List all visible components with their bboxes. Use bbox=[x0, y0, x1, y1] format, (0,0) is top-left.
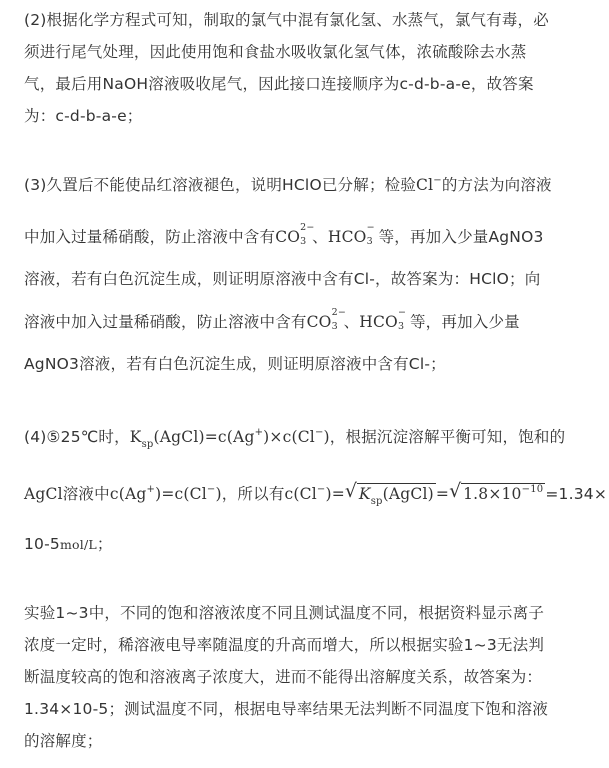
section2-line1: (2)根据化学方程式可知，制取的氯气中混有氯化氢、水蒸气，氯气有毒，必 bbox=[24, 11, 549, 29]
carbonate-ion-formula-2: CO 2− 3 bbox=[306, 306, 346, 332]
section5-line1: 实验1~3中，不同的饱和溶液浓度不同且测试温度不同，根据资料显示离子 bbox=[24, 604, 545, 622]
section2-line4: 为：c-d-b-a-e； bbox=[24, 107, 143, 125]
section3-line1-text-a: (3)久置后不能使品红溶液褪色，说明HClO已分解；检验 bbox=[24, 176, 417, 194]
section3-line3: 溶液，若有白色沉淀生成，则证明原溶液中含有Cl-，故答案为：HClO；向 bbox=[24, 270, 541, 288]
sqrt-ksp: √ $K_{sp}(AgCl)$ bbox=[344, 480, 434, 508]
section2-line3: 气，最后用NaOH溶液吸收尾气，因此接口连接顺序为c-d-b-a-e，故答案 bbox=[24, 75, 534, 93]
bicarbonate-ion-formula: HCO − 3 bbox=[327, 221, 375, 247]
section3-line1 bbox=[24, 173, 552, 195]
ksp-expression: $K_{sp}(AgCl)=c(Ag^+)\times c(Cl^-)$ bbox=[129, 426, 330, 451]
equal-concentration-formula: c(Ag+)=c(Cl−) bbox=[109, 483, 222, 503]
carbonate-ion-formula: CO 2− 3 bbox=[275, 221, 315, 247]
chloride-concentration-formula: c(Cl−)= √ $K_{sp}(AgCl)$ = √ $1.8\times 10^{-10}$ bbox=[284, 480, 544, 508]
section3-line2: 中加入过量稀硝酸，防止溶液中含有CO 2− 3 、HCO − 3 等，再加入少量AgNO3 bbox=[24, 221, 544, 247]
unit-label: mol/L bbox=[59, 537, 97, 552]
section5-line3: 断温度较高的饱和溶液离子浓度大，进而不能得出溶解度关系，故答案为： bbox=[24, 668, 543, 686]
section5-line2: 浓度一定时，稀溶液电导率随温度的升高而增大，所以根据实验1~3无法判 bbox=[24, 636, 545, 654]
section4-line1: (4)⑤25℃时，$K_{sp}(AgCl)=c(Ag^+)\times c(Cl^-)$，根据沉淀溶解平衡可知，饱和的 bbox=[24, 426, 566, 451]
section2-line2: 须进行尾气处理，因此使用饱和食盐水吸收氯化氢气体，浓硫酸除去水蒸 bbox=[24, 43, 527, 61]
section4-line3: 10-5mol/L； bbox=[24, 535, 113, 553]
section4-line2: AgCl溶液中c(Ag+)=c(Cl−)，所以有c(Cl−)= √ $K_{sp}(AgCl)$ = √ $1.8\times 10^{-10} =1.34\times$ bbox=[24, 480, 608, 508]
chloride-ion-formula: Cl− bbox=[416, 174, 442, 194]
section5-line4: 1.34×10-5；测试温度不同，根据电导率结果无法判断不同温度下饱和溶液 bbox=[24, 700, 549, 718]
section3-line1-text-b: 的方法为向溶液 bbox=[441, 176, 552, 194]
section3-line4: 溶液中加入过量稀硝酸，防止溶液中含有CO 2− 3 、HCO − 3 等，再加入少量 bbox=[24, 306, 520, 332]
section5-line5: 的溶解度； bbox=[24, 732, 103, 750]
bicarbonate-ion-formula-2: HCO − 3 bbox=[359, 306, 407, 332]
section3-line5: AgNO3溶液，若有白色沉淀生成，则证明原溶液中含有Cl-； bbox=[24, 355, 446, 373]
sqrt-value: √ $1.8\times 10^{-10}$ bbox=[449, 480, 544, 503]
